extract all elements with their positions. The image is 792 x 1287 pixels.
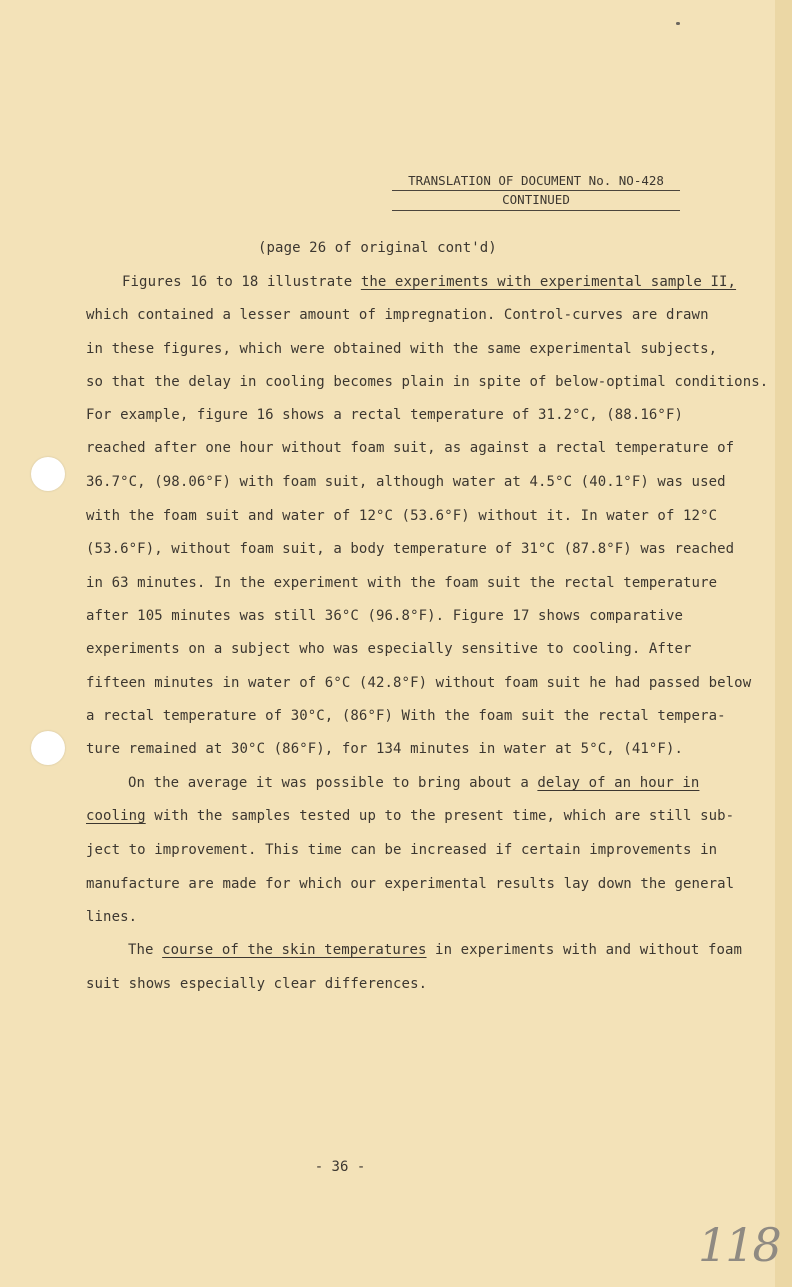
punch-hole-bottom [31, 731, 65, 765]
paragraph1-line-13: fifteen minutes in water of 6°C (42.8°F) without foam suit he had passed below [86, 675, 752, 691]
punch-hole-top [31, 457, 65, 491]
underlined-phrase: course of the skin temperatures [162, 942, 427, 958]
paragraph3-line-1: The course of the skin temperatures in experiments with and without foam [128, 942, 743, 958]
underlined-phrase: delay of an hour in [537, 775, 700, 791]
paragraph2-line-4: manufacture are made for which our experimental results lay down the general [86, 876, 735, 892]
paragraph1-line-11: after 105 minutes was still 36°C (96.8°F). Figure 17 shows comparative [86, 608, 684, 624]
paragraph1-line-3: in these figures, which were obtained with the same experimental subjects, [86, 341, 718, 357]
header-subtitle: CONTINUED [502, 192, 570, 207]
document-header [392, 172, 680, 211]
paragraph2-line-2: cooling with the samples tested up to the present time, which are still sub- [86, 808, 735, 824]
paragraph1-line-9: (53.6°F), without foam suit, a body temperature of 31°C (87.8°F) was reached [86, 541, 735, 557]
paragraph1-line-8: with the foam suit and water of 12°C (53.6°F) without it. In water of 12°C [86, 508, 718, 524]
paragraph1-line-2: which contained a lesser amount of impregnation. Control-curves are drawn [86, 307, 709, 323]
underlined-phrase: cooling [86, 808, 146, 824]
paragraph1-line-5: For example, figure 16 shows a rectal temperature of 31.2°C, (88.16°F) [86, 407, 684, 423]
paragraph1-line-6: reached after one hour without foam suit, as against a rectal temperature of [86, 440, 735, 456]
paragraph1-line-1: Figures 16 to 18 illustrate the experiments with experimental sample II, [122, 274, 737, 290]
ink-speck [676, 22, 680, 25]
paragraph1-line-14: a rectal temperature of 30°C, (86°F) With the foam suit the rectal tempera- [86, 708, 726, 724]
paragraph2-line-1: On the average it was possible to bring about a delay of an hour in [128, 775, 700, 791]
paragraph1-line-15: ture remained at 30°C (86°F), for 134 minutes in water at 5°C, (41°F). [86, 741, 684, 757]
paragraph1-line-12: experiments on a subject who was especially sensitive to cooling. After [86, 641, 692, 657]
paragraph1-line-10: in 63 minutes. In the experiment with the foam suit the rectal temperature [86, 575, 718, 591]
paragraph1-line-7: 36.7°C, (98.06°F) with foam suit, although water at 4.5°C (40.1°F) was used [86, 474, 726, 490]
header-rule [392, 210, 680, 211]
paper-edge [775, 0, 792, 1287]
page-number: - 36 - [314, 1159, 366, 1175]
paragraph2-line-5: lines. [86, 909, 138, 925]
paragraph2-line-3: ject to improvement. This time can be increased if certain improvements in [86, 842, 718, 858]
handwritten-page-number: 118 [698, 1218, 780, 1272]
paragraph3-line-2: suit shows especially clear differences. [86, 976, 428, 992]
header-title: TRANSLATION OF DOCUMENT No. NO-428 [392, 172, 680, 191]
page-note: (page 26 of original cont'd) [258, 240, 497, 256]
underlined-phrase: the experiments with experimental sample II, [360, 274, 737, 290]
paragraph1-line-4: so that the delay in cooling becomes plain in spite of below-optimal conditions. [86, 374, 769, 390]
